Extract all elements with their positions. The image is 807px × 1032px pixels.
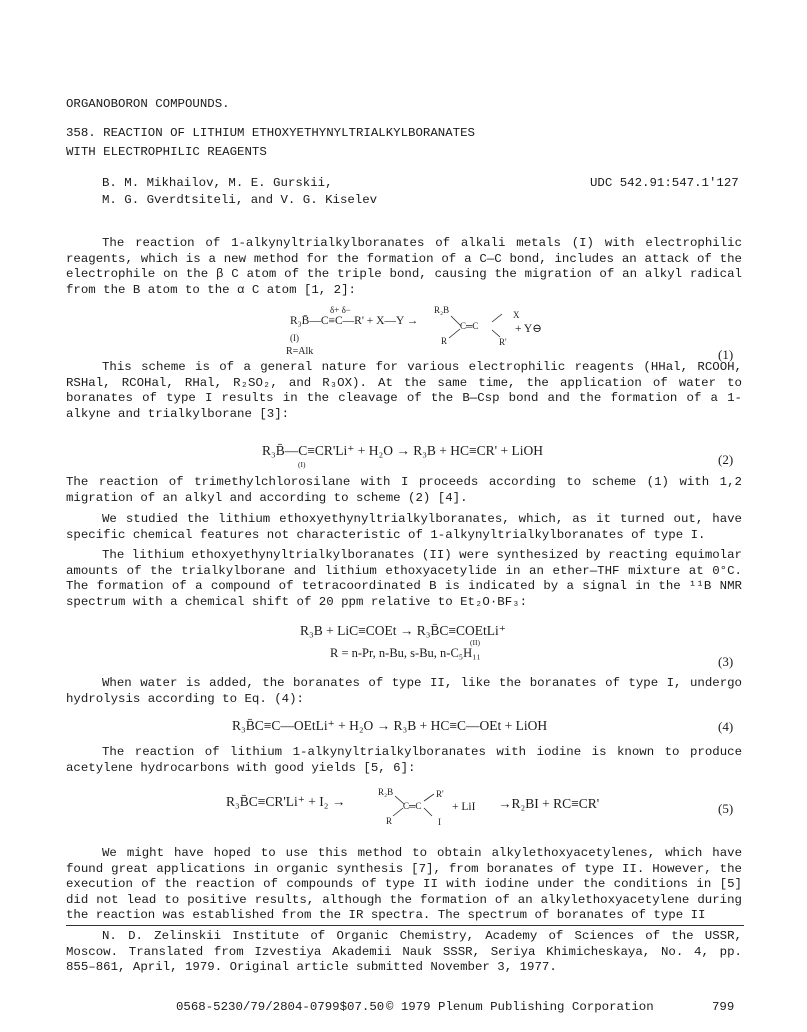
eq5-number: (5): [718, 801, 734, 816]
eq3-line2: R = n-Pr, n-Bu, s-Bu, n-C₅H₁₁: [330, 646, 481, 660]
article-title-line2: WITH ELECTROPHILIC REAGENTS: [66, 145, 267, 159]
eq5-right: →R₂BI + RC≡CR': [498, 796, 600, 811]
eq2-text: R₃B̄—C≡CR'Li⁺ + H₂O → R₃B + HC≡CR' + LiOH: [262, 443, 543, 458]
paragraph-2: This scheme is of a general nature for various electrophilic reagents (HHal, RCOOH, RSHal, RCOHal, RHal, R₂SO₂, and R₃OX). At the same time, the application of water to boranates of type I results in the cleavage of the B—Csp bond and the formation of a 1-alkyne and trialkylborane [3]:: [66, 360, 742, 421]
footnote-text: N. D. Zelinskii Institute of Organic Chemistry, Academy of Sciences of the USSR, Moscow. Translated from Izvestiya Akademii Nauk SSSR, Seriya Khimicheskaya, No. 4, pp. 855–861, April, 1979. Original article submitted November 3, 1977.: [66, 929, 742, 974]
footer-code: 0568-5230/79/2804-0799$07.50: [176, 1000, 385, 1014]
eq2-number: (2): [718, 452, 734, 467]
eq5-i: I: [438, 817, 441, 827]
eq5-lii: + LiI: [452, 801, 476, 813]
eq5-rprime: R': [436, 789, 444, 799]
eq1-bonds: [440, 310, 520, 344]
eq1-right: + Y⊖: [515, 323, 542, 335]
eq3-number: (3): [718, 654, 734, 669]
eq1-r2b: R₂B: [434, 305, 450, 315]
eq5-center: C═C: [403, 801, 422, 811]
eq4-text: R₃B̄C≡C—OEtLi⁺ + H₂O → R₃B + HC≡C—OEt + LiOH: [232, 718, 548, 733]
eq5-left: R₃B̄C≡CR'Li⁺ + I₂ →: [226, 794, 346, 809]
paragraph-4: We studied the lithium ethoxyethynyltrialkylboranates, which, as it turned out, have specific chemical features not characteristic of 1-alkynyltrialkylboranates of type I.: [66, 512, 742, 542]
article-title-line1: 358. REACTION OF LITHIUM ETHOXYETHYNYLTRIALKYLBORANATES: [66, 126, 475, 140]
paragraph-5: The lithium ethoxyethynyltrialkylboranates (II) were synthesized by reacting equimolar amounts of the trialkylborane and lithium ethoxyacetylide in an ether—THF mixture at 0°C. The formation of a compound of tetracoordinated B is indicated by a signal in the ¹¹B NMR spectrum with a chemical shift of 20 ppm relative to Et₂O·BF₃:: [66, 548, 742, 609]
eq5-r: R: [386, 816, 393, 826]
paragraph-3: The reaction of trimethylchlorosilane with I proceeds according to scheme (1) with 1,2 migration of an alkyl and according to scheme (2) [4].: [66, 475, 742, 505]
eq1-x: X: [513, 310, 520, 320]
eq1-left: R₃B̄—C≡C—R' + X—Y →: [290, 315, 419, 327]
eq3-line1: R₃B + LiC≡COEt → R₃B̄C≡COEtLi⁺: [300, 623, 506, 638]
eq5-bonds: [384, 792, 444, 822]
authors-line1: B. M. Mikhailov, M. E. Gurskii,: [102, 176, 333, 190]
eq1-center: C═C: [460, 321, 479, 331]
paragraph-1: The reaction of 1-alkynyltrialkylboranates of alkali metals (I) with electrophilic reagents, which is a new method for the formation of a C—C bond, includes an attack of the electrophile on the β C atom of the triple bond, causing the migration of an alkyl radical from the B atom to the α C atom [1, 2]:: [66, 236, 742, 297]
eq1-r-def: R=Alk: [286, 346, 314, 357]
eq1-label: (I): [290, 333, 299, 343]
footnote-rule: [66, 925, 744, 926]
series-heading: ORGANOBORON COMPOUNDS.: [66, 97, 230, 111]
eq1-number: (1): [718, 347, 734, 362]
paragraph-8: We might have hoped to use this method to obtain alkylethoxyacetylenes, which have found great applications in organic synthesis [7], from boranates of type II. However, the execution of the reaction of compounds of type II with iodine under the conditions in [5] did not lead to positive results, although the formation of an alkylethoxyacetylene during the reaction was established from the IR spectra. The spectrum of boranates of type II: [66, 846, 742, 922]
eq3-label: (II): [470, 638, 480, 647]
eq5-r2b: R₂B: [378, 787, 394, 797]
eq2-label: (I): [298, 460, 306, 469]
paragraph-6: When water is added, the boranates of type II, like the boranates of type I, undergo hydrolysis according to Eq. (4):: [66, 676, 742, 706]
eq1-charges: δ+ δ−: [330, 305, 351, 315]
eq4-number: (4): [718, 719, 734, 734]
authors-line2: M. G. Gverdtsiteli, and V. G. Kiselev: [102, 193, 378, 207]
page-number: 799: [712, 1000, 735, 1014]
paragraph-7: The reaction of lithium 1-alkynyltrialkylboranates with iodine is known to produce acetylene hydrocarbons with good yields [5, 6]:: [66, 745, 742, 775]
eq1-r: R: [441, 336, 448, 346]
footer-copyright: © 1979 Plenum Publishing Corporation: [386, 1000, 654, 1014]
eq1-rprime: R': [499, 337, 507, 347]
udc-code: UDC 542.91:547.1'127: [590, 176, 739, 190]
